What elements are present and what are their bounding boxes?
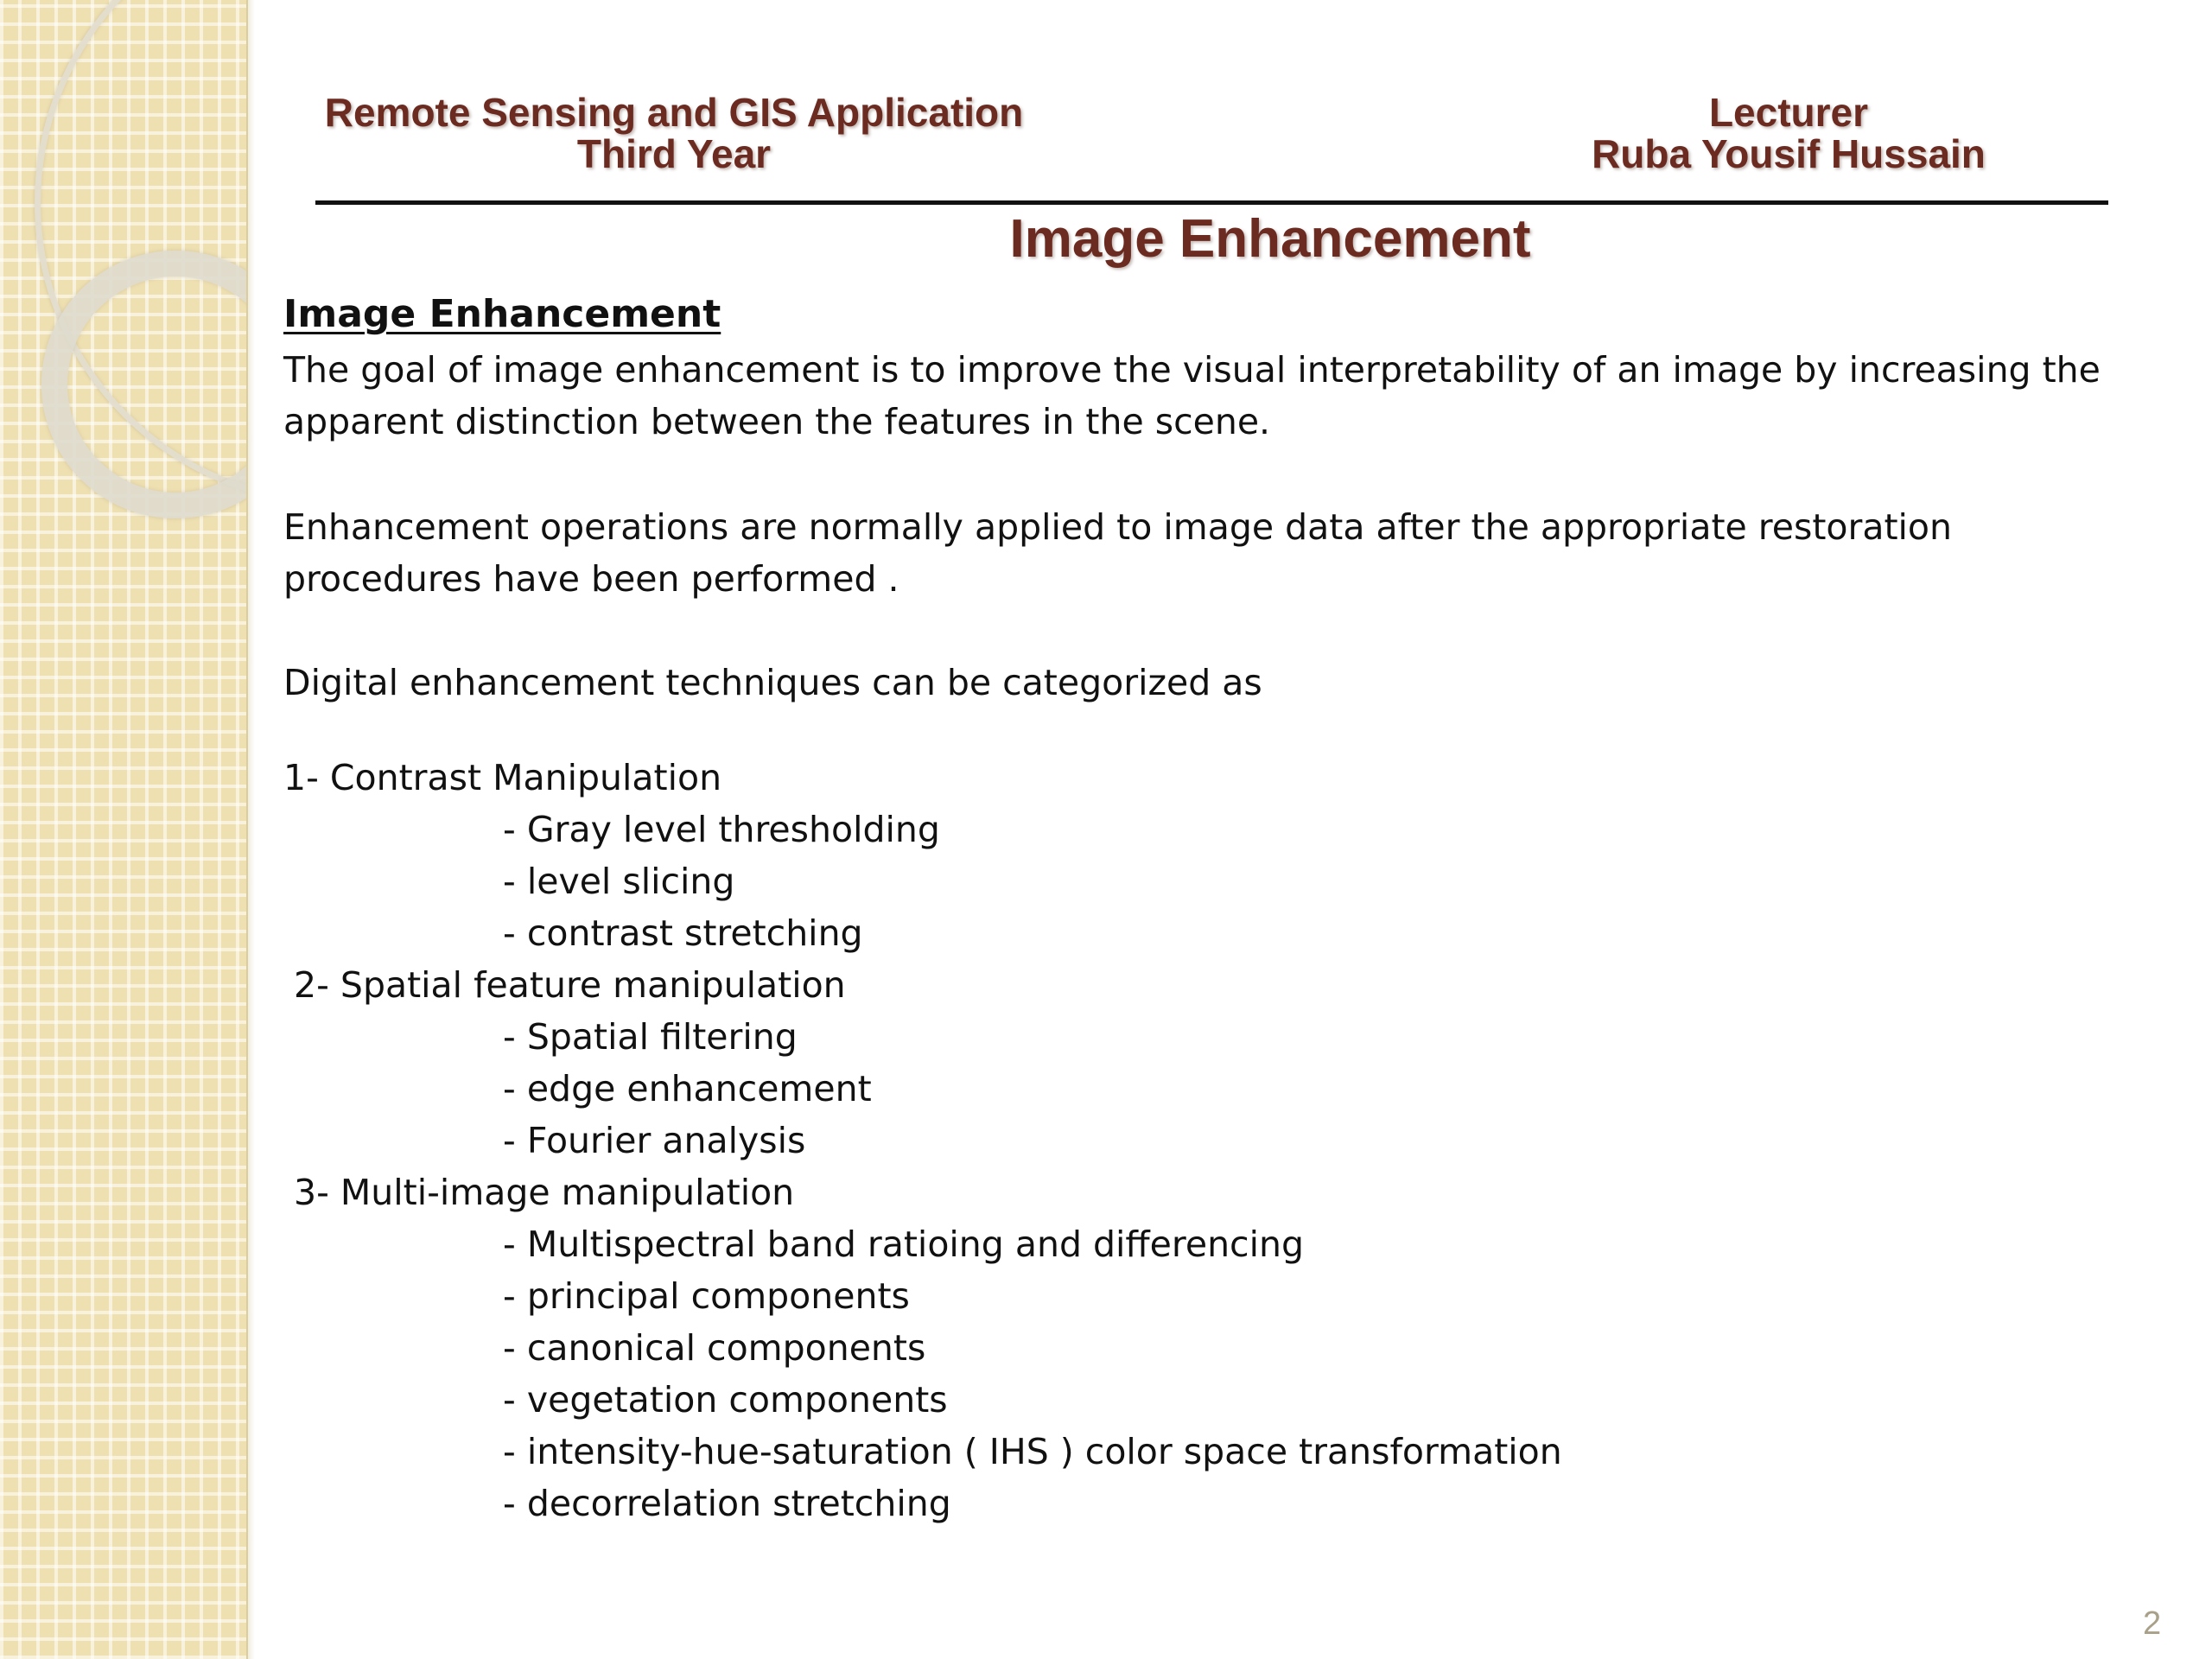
list-item: - level slicing: [503, 861, 735, 902]
decorative-rings: [0, 0, 246, 1659]
page-number: 2: [2143, 1605, 2162, 1642]
lecturer-header: [1486, 92, 2091, 175]
paragraph-categories-intro: Digital enhancement techniques can be categorized as: [283, 662, 1262, 703]
list-item: - Multispectral band ratioing and differencing: [503, 1224, 1305, 1265]
list-item: - vegetation components: [503, 1379, 948, 1421]
course-year: Third Year: [576, 131, 772, 176]
section-heading: Image Enhancement: [283, 292, 721, 336]
category-title: 2- Spatial feature manipulation: [294, 964, 846, 1006]
list-item: - Fourier analysis: [503, 1120, 806, 1161]
lecturer-name: Ruba Yousif Hussain: [1592, 131, 1986, 176]
list-item: - Gray level thresholding: [503, 809, 940, 850]
category-title: 3- Multi-image manipulation: [294, 1172, 795, 1213]
header-divider: [315, 200, 2108, 205]
lecturer-label: Lecturer: [1708, 90, 1869, 135]
paragraph-goal: The goal of image enhancement is to improve the visual interpretability of an image by increasing the apparent distinction between the features in the scene.: [283, 349, 2101, 442]
course-title: Remote Sensing and GIS Application: [324, 90, 1024, 135]
list-item: - Spatial filtering: [503, 1016, 798, 1058]
category-title: 1- Contrast Manipulation: [283, 757, 722, 798]
course-header: [285, 92, 1063, 175]
side-band-shadow: [246, 0, 255, 1659]
list-item: - contrast stretching: [503, 912, 863, 954]
list-item: - decorrelation stretching: [503, 1483, 951, 1524]
slide-title: Image Enhancement: [1009, 209, 1531, 269]
list-item: - edge enhancement: [503, 1068, 872, 1109]
list-item: - principal components: [503, 1275, 910, 1317]
list-item: - canonical components: [503, 1327, 926, 1369]
paragraph-operations: Enhancement operations are normally applied to image data after the appropriate restoration procedures have been performed .: [283, 506, 1953, 600]
list-item: - intensity-hue-saturation ( IHS ) color space transformation: [503, 1431, 1562, 1472]
